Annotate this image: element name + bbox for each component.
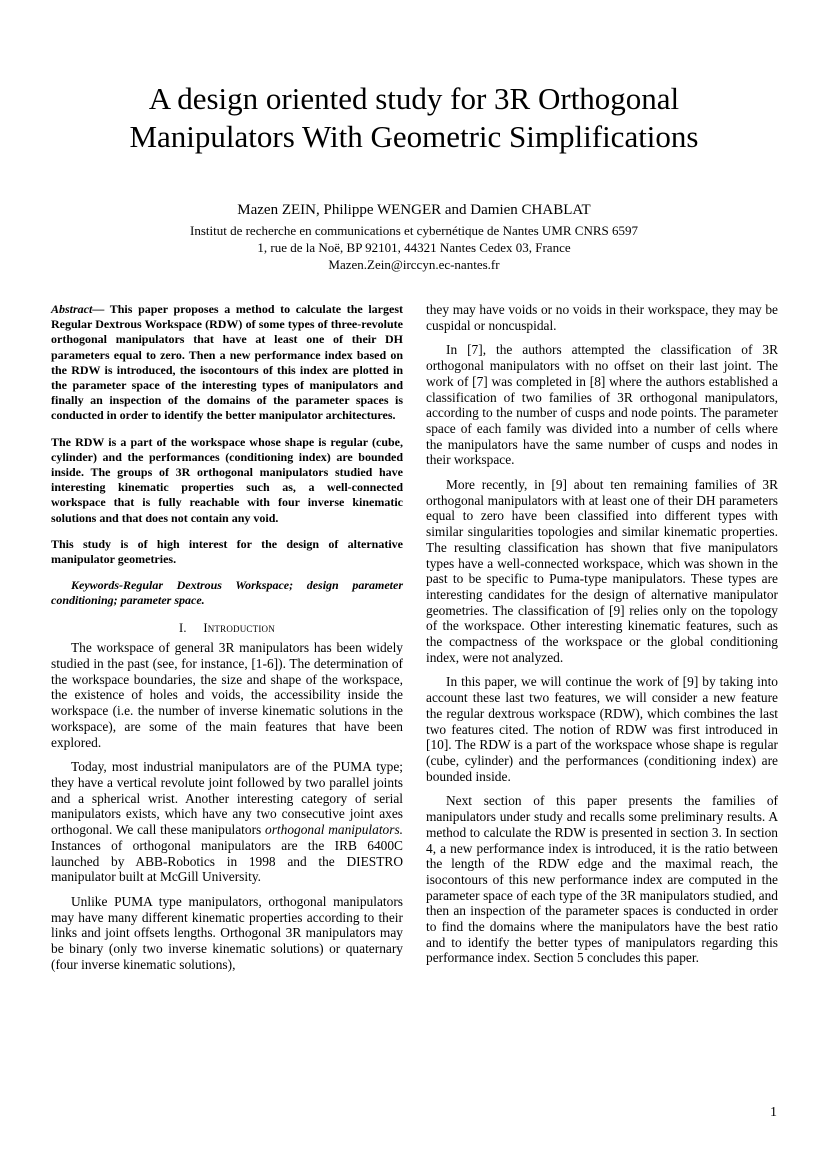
author-list: Mazen ZEIN, Philippe WENGER and Damien CHABLAT (237, 202, 591, 218)
abstract-paragraph (51, 302, 403, 424)
intro-paragraph-1: The workspace of general 3R manipulators has been widely studied in the past (see, for instance, [1-6]). The determination of the workspace boundaries, the size and shape of the workspace, the existence of holes and voids, the accessibility inside the workspace (i.e. the number of inverse kinematic solutions in the workspace), are some of the main features that have been explored. (51, 640, 403, 750)
page-number: 1 (770, 1105, 777, 1120)
section-title: Introduction (203, 620, 275, 635)
right-paragraph-1: they may have voids or no voids in their workspace, they may be cuspidal or noncuspidal. (426, 302, 778, 333)
title-line-2: Manipulators With Geometric Simplifications (129, 119, 699, 154)
title-line-1: A design oriented study for 3R Orthogonal (148, 81, 680, 116)
right-paragraph-2: In [7], the authors attempted the classification of 3R orthogonal manipulators with no offset on their last joint. The work of [7] was completed in [8] where the authors established a classification of two families of 3R orthogonal manipulators, according to the number of cusps and node points. The parameter space of each family was divided into a number of cells where the manipulators have the same number of cusps and nodes in their workspace. (426, 342, 778, 468)
affiliation-block (40, 222, 788, 273)
abstract-rdw-paragraph: The RDW is a part of the workspace whose shape is regular (cube, cylinder) and the performances (conditioning index) are bounded inside. The groups of 3R orthogonal manipulators studied have interesting kinematic properties such as, a well-connected workspace that is fully reachable with four inverse kinematic solutions and that does not contain any void. (51, 434, 403, 525)
keywords-label: Keywords- (71, 578, 123, 593)
right-paragraph-4: In this paper, we will continue the work of [9] by taking into account these last two features, we will consider a new feature the regular dextrous workspace (RDW), which combines the last two features cited. The notion of RDW was first introduced in [10]. The RDW is a part of the workspace whose shape is regular (cube, cylinder) and the performances (conditioning index) are bounded inside. (426, 674, 778, 784)
abstract-label: Abstract— (51, 302, 105, 316)
keywords-paragraph (51, 578, 403, 608)
paper-title (40, 80, 788, 156)
section-heading-introduction (51, 621, 403, 637)
abstract-text: This paper proposes a method to calculate the largest Regular Dextrous Workspace (RDW) of some types of three-revolute orthogonal manipulators that have at least one of their DH parameters equal to zero. Then a new performance index based on the RDW is introduced, the isocontours of this index are plotted in the parameter space of the interesting types of manipulators and finally an inspection of the domains of the parameter spaces is conducted in order to identify the better manipulator architectures. (51, 302, 403, 423)
left-column (51, 302, 403, 981)
orthogonal-manipulators-term: orthogonal manipulators. (265, 822, 404, 838)
intro-paragraph-2-text-a: Today, most industrial manipulators are of the PUMA type; they have a vertical revolute joint followed by two parallel joints and a spherical wrist. Another interesting category of serial manipulators exists, which have any two consecutive joint axes orthogonal. We call these manipulators (51, 759, 403, 838)
keywords-text: Regular Dextrous Workspace; design parameter conditioning; parameter space. (51, 578, 403, 608)
intro-paragraph-3: Unlike PUMA type manipulators, orthogonal manipulators may have many different kinematic properties according to their links and joint offsets lengths. Orthogonal 3R manipulators may be binary (only two inverse kinematic solutions) or quaternary (four inverse kinematic solutions), (51, 893, 403, 972)
right-paragraph-3: More recently, in [9] about ten remaining families of 3R orthogonal manipulators with at least one of their DH parameters equal to zero have been classified into different types with similar singularities topologies and similar kinematic properties. The resulting classification has shown that five manipulators types have a well-connected workspace, which was shown in the past to be specific to Puma-type manipulators. These types are interesting candidates for the design of alternative manipulator geometries. The classification of [9] relies only on the topology of the workspace. Other interesting kinematic features, such as the compactness of the workspace or the global conditioning index, were not analyzed. (426, 477, 778, 665)
intro-paragraph-2-text-b: Instances of orthogonal manipulators are the IRB 6400C launched by ABB-Robotics in 1998 and the DIESTRO manipulator built at McGill University. (51, 837, 403, 885)
affiliation-institute: Institut de recherche en communications et cybernétique de Nantes UMR CNRS 6597 (189, 223, 639, 238)
author-email: Mazen.Zein@irccyn.ec-nantes.fr (328, 257, 500, 272)
section-number: I. (179, 620, 187, 635)
right-paragraph-5: Next section of this paper presents the families of manipulators under study and recalls some preliminary results. A method to calculate the RDW is presented in section 3. In section 4, a new performance index is introduced, it is the ratio between the length of the RDW edge and the maximal reach, the isocontours of this new performance index are computed in the parameter space of each type of the 3R manipulators studied, and then an inspection of the parameter spaces is conducted in order to find the domains where the manipulators have the best ratio and to identify the better types of manipulators regarding this performance index. Section 5 concludes this paper. (426, 793, 778, 966)
intro-paragraph-2 (51, 759, 403, 885)
affiliation-address: 1, rue de la Noë, BP 92101, 44321 Nantes Cedex 03, France (257, 240, 571, 255)
right-column (426, 302, 778, 975)
abstract-interest-paragraph: This study is of high interest for the design of alternative manipulator geometries. (51, 536, 403, 567)
